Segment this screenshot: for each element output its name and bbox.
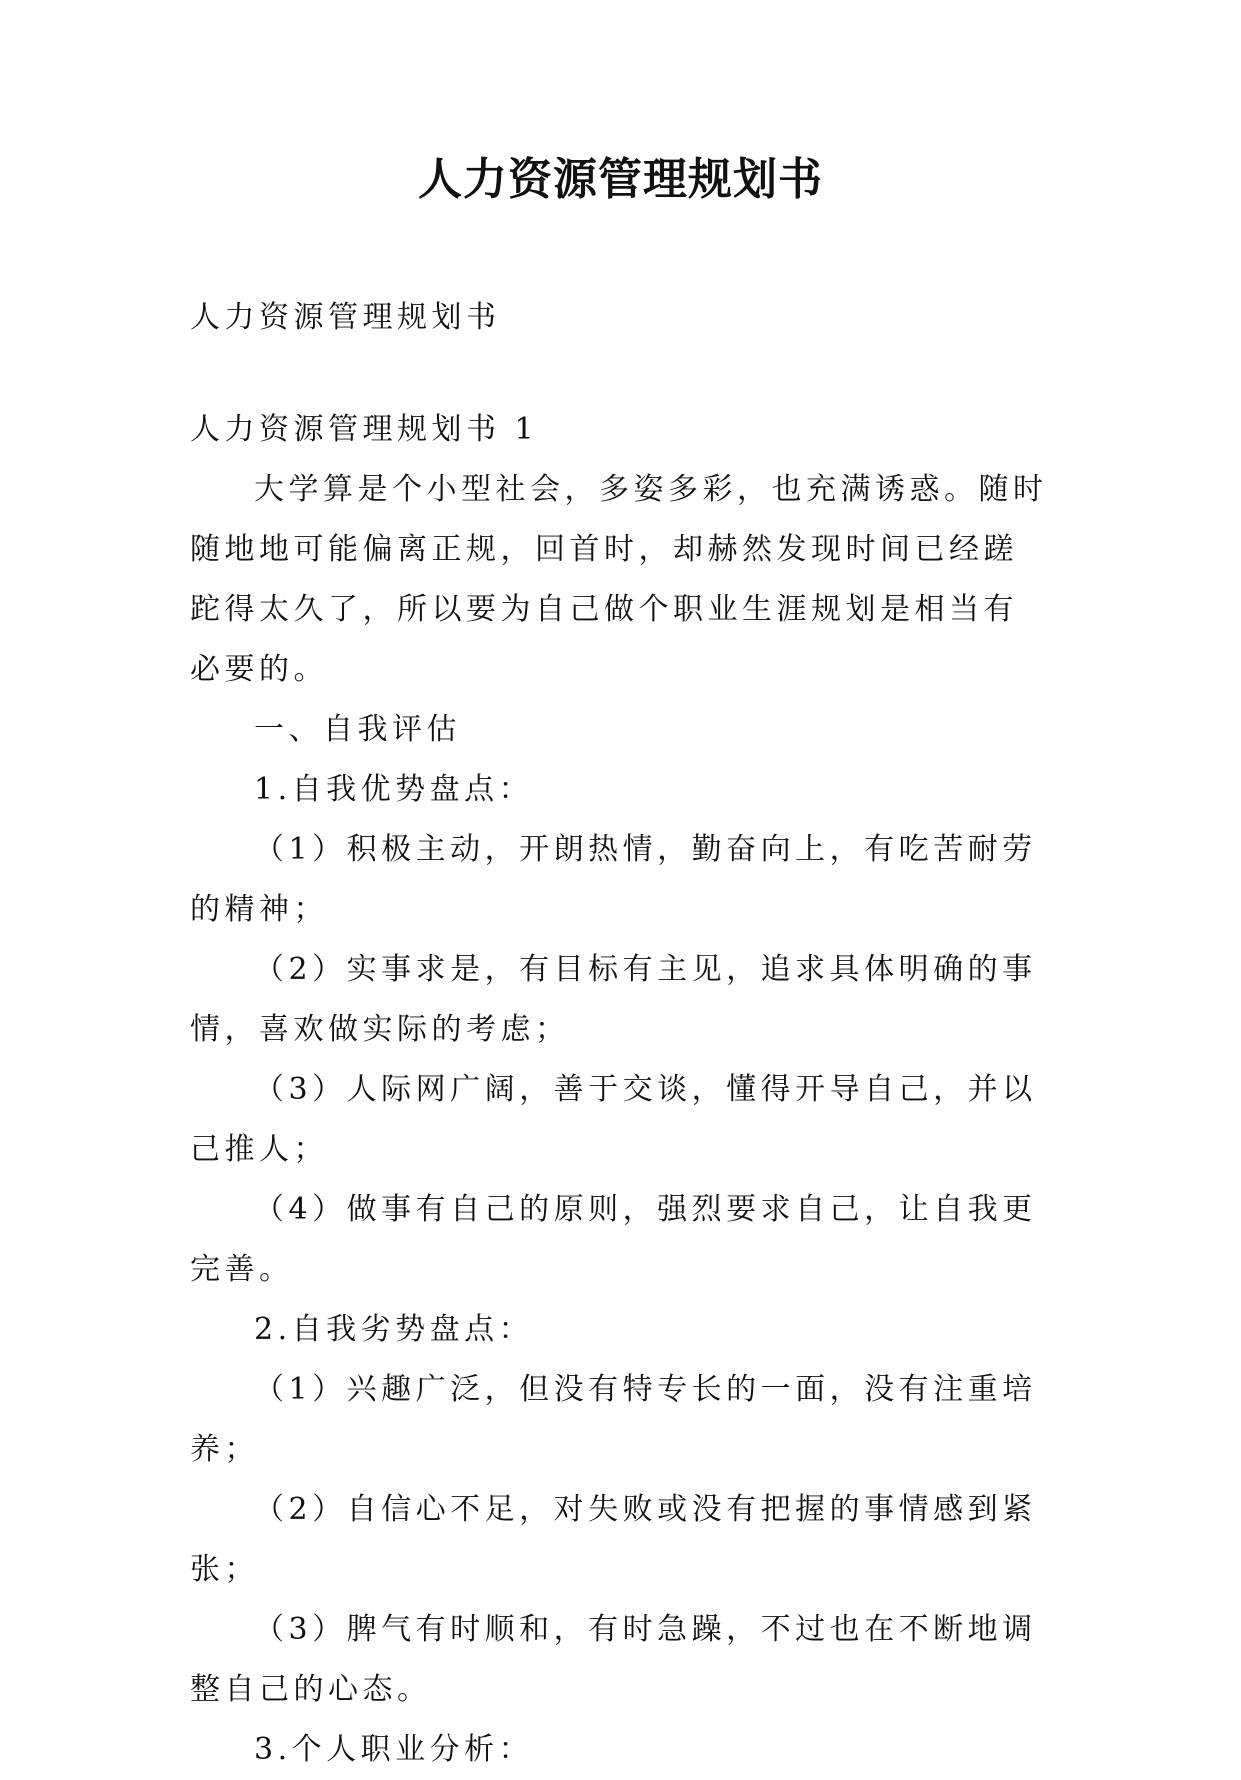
weakness-item: （1）兴趣广泛，但没有特专长的一面，没有注重培养； [190,1372,1037,1467]
intro-paragraph: 大学算是个小型社会，多姿多彩，也充满诱惑。随时随地地可能偏离正规，回首时，却赫然发现时间已经蹉跎得太久了，所以要为自己做个职业生涯规划是相当有必要的。 [190,472,1048,687]
weaknesses-heading: 2.自我劣势盘点： [254,1312,534,1347]
weakness-item: （3）脾气有时顺和，有时急躁，不过也在不断地调整自己的心态。 [190,1612,1037,1707]
strength-item: （1）积极主动，开朗热情，勤奋向上，有吃苦耐劳的精神； [190,832,1037,927]
strength-item: （4）做事有自己的原则，强烈要求自己，让自我更完善。 [190,1192,1037,1287]
strengths-heading: 1.自我优势盘点： [254,772,534,807]
strength-item: （2）实事求是，有目标有主见，追求具体明确的事情，喜欢做实际的考虑； [190,952,1037,1047]
strength-item: （3）人际网广阔，善于交谈，懂得开导自己，并以己推人； [190,1072,1037,1167]
document-subtitle: 人力资源管理规划书 [190,300,501,335]
career-analysis-heading: 3.个人职业分析： [254,1732,534,1767]
weakness-item: （2）自信心不足，对失败或没有把握的事情感到紧张； [190,1492,1037,1587]
document-body [190,288,1050,1780]
part-one-heading: 一、自我评估 [254,712,461,747]
document-title: 人力资源管理规划书 [418,154,823,205]
section-heading: 人力资源管理规划书 1 [190,412,539,447]
